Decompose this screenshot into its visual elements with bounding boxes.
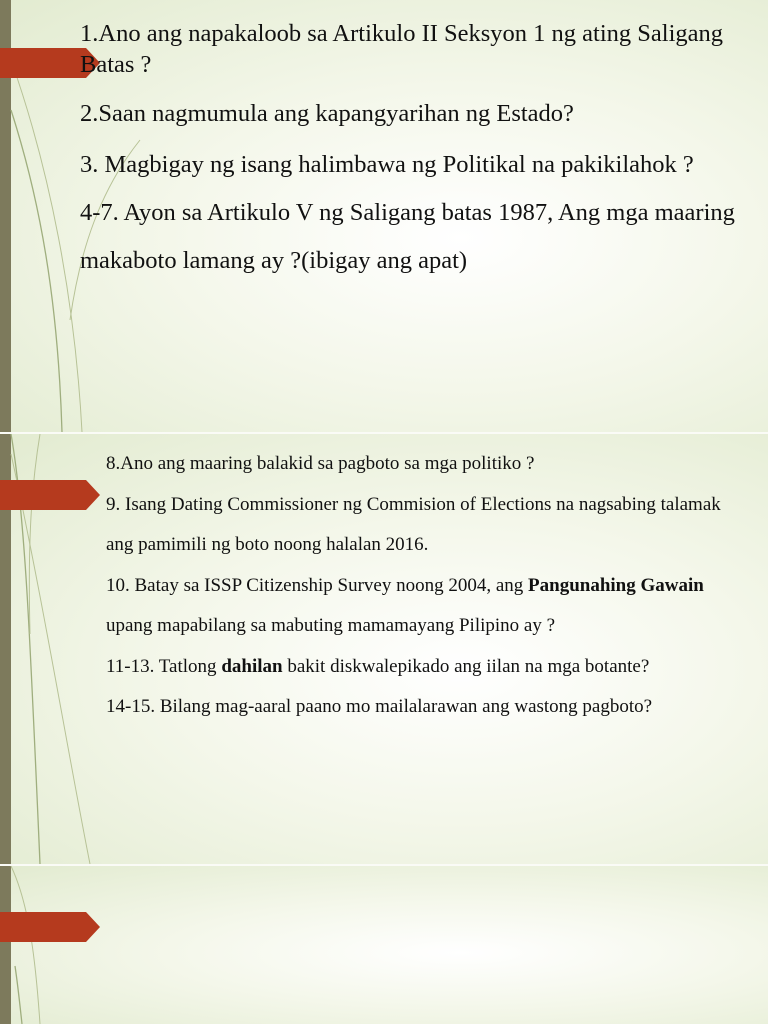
question-14-15: 14-15. Bilang mag-aaral paano mo mailalarawan ang wastong pagboto? [106,696,653,717]
question-10-text: 10. Batay sa ISSP Citizenship Survey noong 2004, ang [106,574,529,596]
slide-2 [0,434,768,864]
question-10-text-end: upang mapabilang sa mabuting mamamayang Pilipino ay ? [106,615,556,636]
question-10 [106,566,746,647]
question-11-13-text-end: bakit diskwalepikado ang iilan na mga botante? [282,655,650,677]
slide-arrow-icon [0,480,100,510]
question-11-13 [106,647,746,688]
question-3: 3. Magbigay ng isang halimbawa ng Politikal na pakikilahok ? [80,151,694,178]
question-4-7: 4-7. Ayon sa Artikulo V ng Saligang batas 1987, Ang mga maaring makaboto lamang ay ?(ibigay ang apat) [80,199,735,274]
decorative-swoosh [0,866,160,1024]
question-8: 8.Ano ang maaring balakid sa pagboto sa mga politiko ? [106,453,535,474]
slide-3 [0,866,768,1024]
slide-2-questions [106,444,746,728]
question-11-13-bold: dahilan [221,655,283,677]
question-11-13-text: 11-13. Tatlong [106,655,222,677]
question-10-bold: Pangunahing Gawain [528,574,704,596]
slide-1 [0,0,768,432]
slide-1-questions [80,18,755,285]
question-1: 1.Ano ang napakaloob sa Artikulo II Seksyon 1 ng ating Saligang Batas ? [80,20,724,78]
question-9: 9. Isang Dating Commissioner ng Commision of Elections na nagsabing talamak ang pamimili ng boto noong halalan 2016. [106,493,721,555]
slide-arrow-icon [0,912,100,942]
question-2: 2.Saan nagmumula ang kapangyarihan ng Estado? [80,100,574,127]
